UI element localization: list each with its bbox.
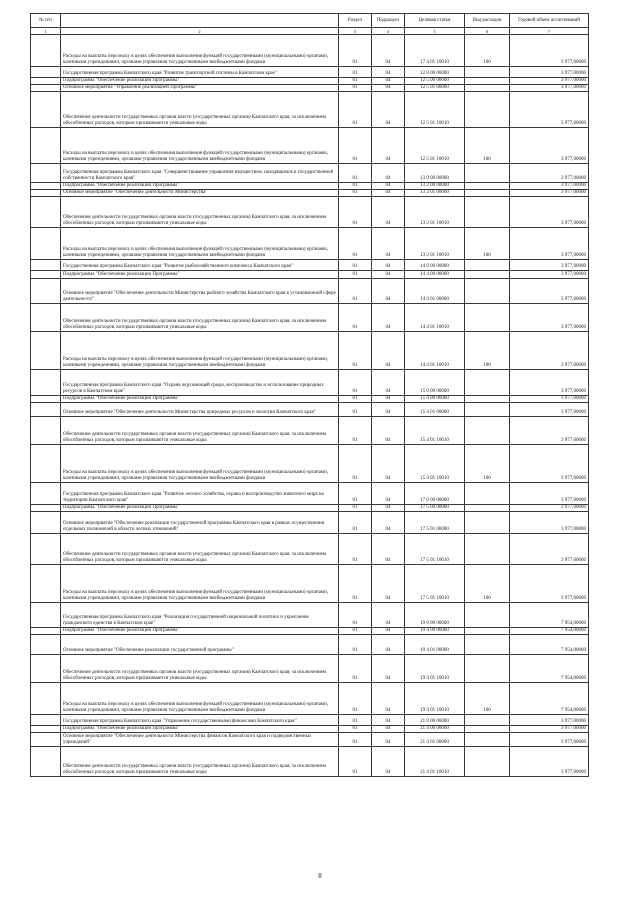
row-section-cell: 01 <box>339 228 372 260</box>
row-name-cell: Расходы на выплаты персоналу в целях обеспечения выполнения функций государственными (муниципальными) органами, казенными учреждениями, органами управления государственными внебюджетными фондами <box>61 128 339 164</box>
row-section-cell: 01 <box>339 92 372 128</box>
row-target-cell: 15 4 01 00000 <box>405 403 465 417</box>
row-number-cell <box>31 603 61 628</box>
row-subsection-cell: 04 <box>372 332 405 370</box>
row-subsection-cell: 04 <box>372 733 405 747</box>
row-amount-cell: 7 954,00000 <box>510 628 589 635</box>
row-target-cell: 14 0 00 00000 <box>405 260 465 271</box>
row-type-cell <box>465 726 510 733</box>
column-number: 7 <box>510 28 589 35</box>
row-amount-cell: 3 977,00000 <box>510 67 589 78</box>
column-number: 2 <box>61 28 339 35</box>
table-row <box>31 417 589 445</box>
row-subsection-cell: 04 <box>372 183 405 190</box>
row-target-cell: 21 0 00 00000 <box>405 715 465 726</box>
row-amount-cell: 7 954,00000 <box>510 655 589 683</box>
table-row <box>31 271 589 279</box>
row-section-cell: 01 <box>339 260 372 271</box>
row-number-cell <box>31 733 61 747</box>
row-section-cell: 01 <box>339 78 372 85</box>
row-name-cell: Подпрограмма "Обеспечение реализации Программы" <box>61 505 339 512</box>
row-name-cell: Подпрограмма "Обеспечение реализации Программы" <box>61 271 339 279</box>
row-section-cell: 01 <box>339 726 372 733</box>
table-row <box>31 332 589 370</box>
row-type-cell <box>465 396 510 403</box>
row-number-cell <box>31 67 61 78</box>
row-section-cell: 01 <box>339 370 372 396</box>
row-target-cell: 17 4 01 10010 <box>405 35 465 67</box>
row-number-cell <box>31 747 61 777</box>
table-row <box>31 396 589 403</box>
table-row <box>31 78 589 85</box>
row-section-cell: 01 <box>339 164 372 183</box>
row-target-cell: 12 0 00 00000 <box>405 67 465 78</box>
row-number-cell <box>31 628 61 635</box>
row-subsection-cell: 04 <box>372 128 405 164</box>
row-name-cell: Основное мероприятие "Обеспечение деятельности Министерства рыбного хозяйства Камчатского края в установленной сфере деятельности" <box>61 279 339 304</box>
row-type-cell: 100 <box>465 565 510 603</box>
row-number-cell <box>31 715 61 726</box>
row-amount-cell: 7 954,00000 <box>510 683 589 715</box>
table-row <box>31 635 589 655</box>
row-subsection-cell: 04 <box>372 726 405 733</box>
row-target-cell: 12 5 01 10010 <box>405 128 465 164</box>
row-target-cell: 12 5 01 00000 <box>405 85 465 92</box>
table-row <box>31 92 589 128</box>
row-target-cell: 13 2 01 00000 <box>405 190 465 197</box>
row-subsection-cell: 04 <box>372 279 405 304</box>
row-subsection-cell: 04 <box>372 228 405 260</box>
header-name <box>61 14 339 28</box>
row-amount-cell: 3 977,00000 <box>510 715 589 726</box>
row-number-cell <box>31 417 61 445</box>
row-target-cell: 12 5 01 10010 <box>405 92 465 128</box>
table-row <box>31 628 589 635</box>
row-type-cell <box>465 304 510 332</box>
row-section-cell: 01 <box>339 565 372 603</box>
table-row <box>31 128 589 164</box>
row-type-cell <box>465 655 510 683</box>
header-section: Раздел <box>339 14 372 28</box>
row-target-cell: 17 5 01 10010 <box>405 565 465 603</box>
row-name-cell: Расходы на выплаты персоналу в целях обеспечения выполнения функций государственными (муниципальными) органами, казенными учреждениями, органами управления государственными внебюджетными фондами <box>61 683 339 715</box>
row-type-cell <box>465 271 510 279</box>
row-section-cell: 01 <box>339 271 372 279</box>
row-section-cell: 01 <box>339 635 372 655</box>
row-number-cell <box>31 228 61 260</box>
row-type-cell: 100 <box>465 128 510 164</box>
row-amount-cell: 3 977,00000 <box>510 279 589 304</box>
row-subsection-cell: 04 <box>372 92 405 128</box>
row-subsection-cell: 04 <box>372 505 405 512</box>
row-number-cell <box>31 35 61 67</box>
column-number: 3 <box>339 28 372 35</box>
row-subsection-cell: 04 <box>372 67 405 78</box>
row-section-cell: 01 <box>339 683 372 715</box>
row-target-cell: 19 4 01 10010 <box>405 683 465 715</box>
row-name-cell: Обеспечение деятельности государственных органов власти (государственных органов) Камчатского края, за исключением обособленных расходов, которым присваиваются уникальные коды <box>61 534 339 565</box>
row-amount-cell: 3 977,00000 <box>510 403 589 417</box>
row-subsection-cell: 04 <box>372 603 405 628</box>
row-number-cell <box>31 85 61 92</box>
row-target-cell: 17 0 00 00000 <box>405 483 465 505</box>
row-type-cell <box>465 512 510 534</box>
row-amount-cell: 3 977,00000 <box>510 534 589 565</box>
row-section-cell: 01 <box>339 445 372 483</box>
row-amount-cell: 3 977,00000 <box>510 164 589 183</box>
row-type-cell <box>465 733 510 747</box>
table-row <box>31 445 589 483</box>
row-section-cell: 01 <box>339 128 372 164</box>
row-subsection-cell: 04 <box>372 628 405 635</box>
row-name-cell: Подпрограмма "Обеспечение реализации Программы" <box>61 396 339 403</box>
row-number-cell <box>31 655 61 683</box>
row-amount-cell: 3 977,00000 <box>510 396 589 403</box>
row-target-cell: 15 4 01 10010 <box>405 445 465 483</box>
row-subsection-cell: 04 <box>372 747 405 777</box>
row-name-cell: Подпрограмма "Обеспечение реализации Программы" <box>61 628 339 635</box>
row-name-cell: Основное мероприятие "Обеспечение деятельности Министерства природных ресурсов и экологии Камчатского края" <box>61 403 339 417</box>
row-amount-cell: 3 977,00000 <box>510 747 589 777</box>
row-name-cell: Обеспечение деятельности государственных органов власти (государственных органов) Камчатского края, за исключением обособленных расходов, которым присваиваются уникальные коды <box>61 197 339 228</box>
row-type-cell <box>465 197 510 228</box>
row-section-cell: 01 <box>339 279 372 304</box>
row-name-cell: Обеспечение деятельности государственных органов власти (государственных органов) Камчатского края, за исключением обособленных расходов, которым присваиваются уникальные коды <box>61 417 339 445</box>
row-name-cell: Государственная программа Камчатского края "Управление государственными финансами Камчатского края" <box>61 715 339 726</box>
row-section-cell: 01 <box>339 403 372 417</box>
row-type-cell <box>465 505 510 512</box>
row-section-cell: 01 <box>339 603 372 628</box>
row-number-cell <box>31 396 61 403</box>
row-name-cell: Обеспечение деятельности государственных органов власти (государственных органов) Камчатского края, за исключением обособленных расходов, которым присваиваются уникальные коды <box>61 304 339 332</box>
row-number-cell <box>31 304 61 332</box>
row-name-cell: Государственная программа Камчатского края "Развитие лесного хозяйства, охрана и воспроизводство животного мира на территории Камчатского края" <box>61 483 339 505</box>
row-amount-cell: 3 977,00000 <box>510 78 589 85</box>
row-section-cell: 01 <box>339 85 372 92</box>
row-section-cell: 01 <box>339 715 372 726</box>
row-type-cell <box>465 747 510 777</box>
row-target-cell: 21 4 01 00000 <box>405 733 465 747</box>
row-target-cell: 17 5 01 00000 <box>405 512 465 534</box>
row-subsection-cell: 04 <box>372 483 405 505</box>
row-name-cell: Основное мероприятие "Управление реализацией Программы" <box>61 85 339 92</box>
row-section-cell: 01 <box>339 190 372 197</box>
row-type-cell <box>465 85 510 92</box>
table-row <box>31 683 589 715</box>
row-amount-cell: 7 954,00000 <box>510 635 589 655</box>
row-subsection-cell: 04 <box>372 534 405 565</box>
page-number: 8 <box>318 872 322 880</box>
row-amount-cell: 3 977,00000 <box>510 726 589 733</box>
row-number-cell <box>31 78 61 85</box>
row-number-cell <box>31 279 61 304</box>
row-name-cell: Расходы на выплаты персоналу в целях обеспечения выполнения функций государственными (муниципальными) органами, казенными учреждениями, органами управления государственными внебюджетными фондами <box>61 35 339 67</box>
table-row <box>31 164 589 183</box>
row-type-cell <box>465 183 510 190</box>
row-number-cell <box>31 370 61 396</box>
row-section-cell: 01 <box>339 505 372 512</box>
row-section-cell: 01 <box>339 67 372 78</box>
row-name-cell: Обеспечение деятельности государственных органов власти (государственных органов) Камчатского края, за исключением обособленных расходов, которым присваиваются уникальные коды <box>61 747 339 777</box>
row-target-cell: 21 4 00 00000 <box>405 726 465 733</box>
row-target-cell: 19 4 01 00000 <box>405 635 465 655</box>
row-type-cell <box>465 92 510 128</box>
table-row <box>31 370 589 396</box>
row-type-cell <box>465 628 510 635</box>
table-row <box>31 603 589 628</box>
row-subsection-cell: 04 <box>372 304 405 332</box>
table-row <box>31 534 589 565</box>
row-amount-cell: 3 977,00000 <box>510 190 589 197</box>
row-section-cell: 01 <box>339 747 372 777</box>
row-amount-cell: 3 977,00000 <box>510 128 589 164</box>
row-subsection-cell: 04 <box>372 655 405 683</box>
row-amount-cell: 3 977,00000 <box>510 304 589 332</box>
row-amount-cell: 3 977,00000 <box>510 260 589 271</box>
row-subsection-cell: 04 <box>372 164 405 183</box>
row-number-cell <box>31 683 61 715</box>
header-subsection: Подраздел <box>372 14 405 28</box>
row-section-cell: 01 <box>339 197 372 228</box>
row-type-cell <box>465 370 510 396</box>
row-number-cell <box>31 483 61 505</box>
budget-table <box>30 13 589 777</box>
row-section-cell: 01 <box>339 417 372 445</box>
row-section-cell: 01 <box>339 628 372 635</box>
row-type-cell: 100 <box>465 445 510 483</box>
row-amount-cell: 3 977,00000 <box>510 445 589 483</box>
row-number-cell <box>31 271 61 279</box>
row-type-cell <box>465 67 510 78</box>
row-name-cell: Расходы на выплаты персоналу в целях обеспечения выполнения функций государственными (муниципальными) органами, казенными учреждениями, органами управления государственными внебюджетными фондами <box>61 445 339 483</box>
row-target-cell: 15 4 00 00000 <box>405 396 465 403</box>
header-expense-type: Вид расходов <box>465 14 510 28</box>
header-number: № п/п <box>31 14 61 28</box>
row-number-cell <box>31 565 61 603</box>
row-amount-cell: 3 977,00000 <box>510 370 589 396</box>
row-number-cell <box>31 505 61 512</box>
row-target-cell: 15 0 00 00000 <box>405 370 465 396</box>
row-type-cell <box>465 78 510 85</box>
row-amount-cell: 3 977,00000 <box>510 733 589 747</box>
row-amount-cell: 3 977,00000 <box>510 92 589 128</box>
row-name-cell: Расходы на выплаты персоналу в целях обеспечения выполнения функций государственными (муниципальными) органами, казенными учреждениями, органами управления государственными внебюджетными фондами <box>61 565 339 603</box>
row-type-cell <box>465 164 510 183</box>
row-target-cell: 19 4 00 00000 <box>405 628 465 635</box>
table-body <box>31 35 589 777</box>
row-subsection-cell: 04 <box>372 78 405 85</box>
row-section-cell: 01 <box>339 304 372 332</box>
row-amount-cell: 3 977,00000 <box>510 271 589 279</box>
row-name-cell: Государственная программа Камчатского края "Развитие транспортной системы в Камчатском крае" <box>61 67 339 78</box>
row-subsection-cell: 04 <box>372 715 405 726</box>
table-row <box>31 197 589 228</box>
table-row <box>31 67 589 78</box>
row-name-cell: Обеспечение деятельности государственных органов власти (государственных органов) Камчатского края, за исключением обособленных расходов, которым присваиваются уникальные коды <box>61 92 339 128</box>
row-name-cell: Расходы на выплаты персоналу в целях обеспечения выполнения функций государственными (муниципальными) органами, казенными учреждениями, органами управления государственными внебюджетными фондами <box>61 332 339 370</box>
row-target-cell: 21 4 01 10010 <box>405 747 465 777</box>
row-type-cell <box>465 279 510 304</box>
row-subsection-cell: 04 <box>372 271 405 279</box>
row-target-cell: 13 2 01 10010 <box>405 228 465 260</box>
row-target-cell: 14 4 01 10010 <box>405 304 465 332</box>
row-name-cell: Подпрограмма "Обеспечение реализации Программы" <box>61 78 339 85</box>
row-subsection-cell: 04 <box>372 260 405 271</box>
row-number-cell <box>31 534 61 565</box>
row-type-cell: 100 <box>465 332 510 370</box>
table-row <box>31 85 589 92</box>
table-row <box>31 747 589 777</box>
row-name-cell: Основное мероприятие "Обеспечение реализации государственной программы Камчатского края в рамках осуществления отдельных полномочий в области лесных отношений" <box>61 512 339 534</box>
row-amount-cell: 3 977,00000 <box>510 35 589 67</box>
table-row <box>31 565 589 603</box>
row-section-cell: 01 <box>339 35 372 67</box>
table-row <box>31 260 589 271</box>
table-row <box>31 183 589 190</box>
row-target-cell: 15 4 01 10010 <box>405 417 465 445</box>
row-subsection-cell: 04 <box>372 635 405 655</box>
table-row <box>31 403 589 417</box>
row-amount-cell: 3 977,00000 <box>510 197 589 228</box>
row-name-cell: Подпрограмма "Обеспечение реализации Программы" <box>61 183 339 190</box>
row-subsection-cell: 04 <box>372 683 405 715</box>
table-row <box>31 505 589 512</box>
table-row <box>31 279 589 304</box>
row-number-cell <box>31 403 61 417</box>
row-number-cell <box>31 635 61 655</box>
row-target-cell: 19 0 00 00000 <box>405 603 465 628</box>
column-number: 1 <box>31 28 61 35</box>
row-number-cell <box>31 445 61 483</box>
row-type-cell <box>465 417 510 445</box>
row-amount-cell: 3 977,00000 <box>510 565 589 603</box>
row-section-cell: 01 <box>339 512 372 534</box>
row-name-cell: Государственная программа Камчатского края "Совершенствование управления имуществом, находящимся в государственной собственности Камчатского края" <box>61 164 339 183</box>
row-target-cell: 14 4 01 10010 <box>405 332 465 370</box>
row-amount-cell: 3 977,00000 <box>510 483 589 505</box>
header-annual-amount: Годовой объем ассигнований <box>510 14 589 28</box>
row-target-cell: 13 2 00 00000 <box>405 183 465 190</box>
row-amount-cell: 3 977,00000 <box>510 85 589 92</box>
table-row <box>31 228 589 260</box>
row-type-cell <box>465 603 510 628</box>
column-number: 6 <box>465 28 510 35</box>
table-row <box>31 655 589 683</box>
row-type-cell <box>465 715 510 726</box>
row-number-cell <box>31 726 61 733</box>
row-type-cell <box>465 635 510 655</box>
row-target-cell: 14 4 00 00000 <box>405 271 465 279</box>
table-row <box>31 190 589 197</box>
row-amount-cell: 3 977,00000 <box>510 417 589 445</box>
row-amount-cell: 3 977,00000 <box>510 512 589 534</box>
row-type-cell <box>465 190 510 197</box>
row-type-cell <box>465 483 510 505</box>
row-subsection-cell: 04 <box>372 190 405 197</box>
row-number-cell <box>31 164 61 183</box>
row-target-cell: 17 5 01 10010 <box>405 534 465 565</box>
row-subsection-cell: 04 <box>372 35 405 67</box>
row-amount-cell: 3 977,00000 <box>510 505 589 512</box>
row-type-cell: 100 <box>465 683 510 715</box>
row-type-cell <box>465 403 510 417</box>
row-subsection-cell: 04 <box>372 417 405 445</box>
column-number: 5 <box>405 28 465 35</box>
row-section-cell: 01 <box>339 332 372 370</box>
row-name-cell: Основное мероприятие "Обеспечение реализации государственной программы" <box>61 635 339 655</box>
row-target-cell: 13 2 01 10010 <box>405 197 465 228</box>
row-amount-cell: 3 977,00000 <box>510 228 589 260</box>
row-target-cell: 14 4 01 00000 <box>405 279 465 304</box>
row-type-cell <box>465 534 510 565</box>
table-header-row <box>31 14 589 28</box>
row-number-cell <box>31 128 61 164</box>
row-subsection-cell: 04 <box>372 85 405 92</box>
row-type-cell <box>465 260 510 271</box>
table-row <box>31 733 589 747</box>
row-section-cell: 01 <box>339 655 372 683</box>
row-subsection-cell: 04 <box>372 197 405 228</box>
row-subsection-cell: 04 <box>372 403 405 417</box>
table-row <box>31 726 589 733</box>
row-subsection-cell: 04 <box>372 370 405 396</box>
row-name-cell: Государственная программа Камчатского края "Охрана окружающей среды, воспроизводство и использование природных ресурсов в Камчатском крае" <box>61 370 339 396</box>
row-subsection-cell: 04 <box>372 565 405 603</box>
row-name-cell: Расходы на выплаты персоналу в целях обеспечения выполнения функций государственными (муниципальными) органами, казенными учреждениями, органами управления государственными внебюджетными фондами <box>61 228 339 260</box>
row-amount-cell: 3 977,00000 <box>510 332 589 370</box>
header-target-article: Целевая статья <box>405 14 465 28</box>
row-subsection-cell: 04 <box>372 396 405 403</box>
row-target-cell: 19 4 01 10010 <box>405 655 465 683</box>
row-type-cell: 100 <box>465 228 510 260</box>
row-section-cell: 01 <box>339 396 372 403</box>
row-number-cell <box>31 197 61 228</box>
table-row <box>31 304 589 332</box>
table-row <box>31 35 589 67</box>
row-section-cell: 01 <box>339 183 372 190</box>
row-target-cell: 17 5 00 00000 <box>405 505 465 512</box>
row-number-cell <box>31 183 61 190</box>
row-number-cell <box>31 512 61 534</box>
row-name-cell: Подпрограмма "Обеспечение реализации Программы" <box>61 726 339 733</box>
row-number-cell <box>31 92 61 128</box>
row-name-cell: Государственная программа Камчатского края "Развитие рыбохозяйственного комплекса Камчатского края" <box>61 260 339 271</box>
row-section-cell: 01 <box>339 733 372 747</box>
row-target-cell: 13 0 00 00000 <box>405 164 465 183</box>
row-name-cell: Государственная программа Камчатского края "Реализация государственной национальной политики и укрепление гражданского единства в Камчатском крае" <box>61 603 339 628</box>
row-name-cell: Основное мероприятие "Обеспечение деятельности Министерства финансов Камчатского края и подведомственных учреждений" <box>61 733 339 747</box>
table-row <box>31 512 589 534</box>
row-target-cell: 12 5 00 00000 <box>405 78 465 85</box>
row-section-cell: 01 <box>339 534 372 565</box>
row-subsection-cell: 04 <box>372 445 405 483</box>
row-name-cell: Основное мероприятие "Обеспечение деятельности Министерства" <box>61 190 339 197</box>
row-number-cell <box>31 190 61 197</box>
row-subsection-cell: 04 <box>372 512 405 534</box>
column-number-row <box>31 28 589 35</box>
row-name-cell: Обеспечение деятельности государственных органов власти (государственных органов) Камчатского края, за исключением обособленных расходов, которым присваиваются уникальные коды <box>61 655 339 683</box>
row-amount-cell: 3 977,00000 <box>510 183 589 190</box>
row-section-cell: 01 <box>339 483 372 505</box>
table-row <box>31 483 589 505</box>
row-type-cell: 100 <box>465 35 510 67</box>
row-number-cell <box>31 260 61 271</box>
row-amount-cell: 7 954,00000 <box>510 603 589 628</box>
row-number-cell <box>31 332 61 370</box>
column-number: 4 <box>372 28 405 35</box>
table-row <box>31 715 589 726</box>
